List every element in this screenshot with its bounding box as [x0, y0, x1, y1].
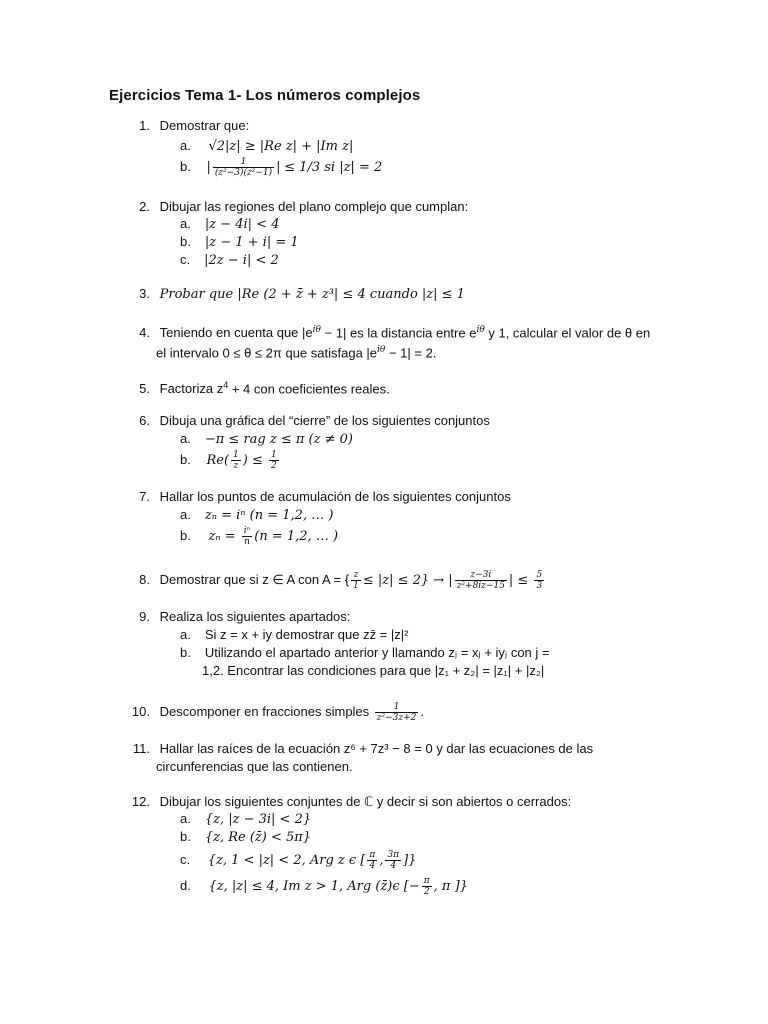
exercise-4-line2: el intervalo 0 ≤ θ ≤ 2π que satisfaga $|e^{i\theta} - 1| = 2$.	[156, 345, 437, 361]
exercise-1a: a. √2|z| ≥ |Re z| + |Im z|	[180, 138, 354, 154]
exercise-2b: b. |z − 1 + i| = 1	[180, 234, 299, 250]
exercise-9b: b. Utilizando el apartado anterior y llamando zⱼ = xⱼ + iyⱼ con j =	[180, 645, 550, 660]
document-title: Ejercicios Tema 1- Los números complejos	[109, 87, 421, 104]
exercise-5: 5. Factoriza $z^4 + 4$ con coeficientes reales.	[139, 380, 390, 397]
exercise-12: 12. Dibujar los siguientes conjuntes de ℂ y decir si son abiertos o cerrados:	[131, 794, 572, 809]
exercise-1b: b. | $\frac{1}{\text{(z²−3)(z²−1)}}$ | ≤ 1/3 si |z| = 2	[180, 157, 383, 178]
exercise-7b: b. zₙ = $\frac{\text{iⁿ}}{n}$ (n = 1,2, … )	[180, 526, 339, 547]
exercise-9b-line2: 1,2. Encontrar las condiciones para que |z₁ + z₂| = |z₁| + |z₂|	[202, 663, 545, 678]
exercise-2c: c. |2z − i| < 2	[180, 252, 279, 268]
exercise-12b: b. {z, Re (z̄) < 5π}	[180, 829, 312, 845]
exercise-6a: a. −π ≤ rag z ≤ π (z ≠ 0)	[180, 431, 353, 447]
exercise-11-line2: circunferencias que las contienen.	[156, 759, 353, 774]
exercise-7a: a. zₙ = iⁿ (n = 1,2, … )	[180, 507, 334, 523]
exercise-12a: a. {z, |z − 3i| < 2}	[180, 811, 312, 827]
exercise-12d: d. {z, |z| ≤ 4, Im z > 1, Arg (z̄)ϵ [− $\frac{\pi}{2}$ , π ]}	[180, 876, 468, 897]
exercise-8: 8. Demostrar que si z ∈ A con A = { $\frac{z}{1}$ ≤ |z| ≤ 2} → | $\frac{z-3i}{\text{z²+8iz−15}}$ | ≤ $\frac{5}{3}$	[139, 570, 543, 591]
exercise-6b: b. Re( $\frac{1}{z}$ ) ≤ $\frac{1}{2}$	[180, 450, 277, 471]
exercise-3: 3. Probar que |Re (2 + z̄ + z³| ≤ 4 cuando |z| ≤ 1	[139, 286, 465, 302]
exercise-4: 4. Teniendo en cuenta que $|e^{i\theta} - 1|$ es la distancia entre $e^{i\theta}$ y 1, calcular el valor de θ en	[139, 325, 651, 341]
exercise-6: 6. Dibuja una gráfica del “cierre” de los siguientes conjuntos	[139, 413, 490, 428]
exercise-12c: c. {z, 1 < |z| < 2, Arg z ϵ [ $\frac{\pi}{4}$ , $\frac{3\pi}{4}$ ]}	[180, 850, 417, 871]
exercise-7: 7. Hallar los puntos de acumulación de los siguientes conjuntos	[139, 489, 511, 504]
exercise-10: 10. Descomponer en fracciones simples $\frac{1}{\text{z²−3z+2}}$ .	[131, 702, 425, 723]
exercise-11: 11. Hallar las raíces de la ecuación z⁶ + 7z³ − 8 = 0 y dar las ecuaciones de las	[132, 741, 594, 756]
exercise-2: 2. Dibujar las regiones del plano complejo que cumplan:	[139, 199, 469, 214]
exercise-1: 1. Demostrar que:	[139, 118, 250, 133]
exercise-9a: a. Si z = x + iy demostrar que zz̄ = |z|²	[180, 627, 409, 642]
exercise-9: 9. Realiza los siguientes apartados:	[139, 609, 351, 624]
exercise-2a: a. |z − 4i| < 4	[180, 216, 280, 232]
